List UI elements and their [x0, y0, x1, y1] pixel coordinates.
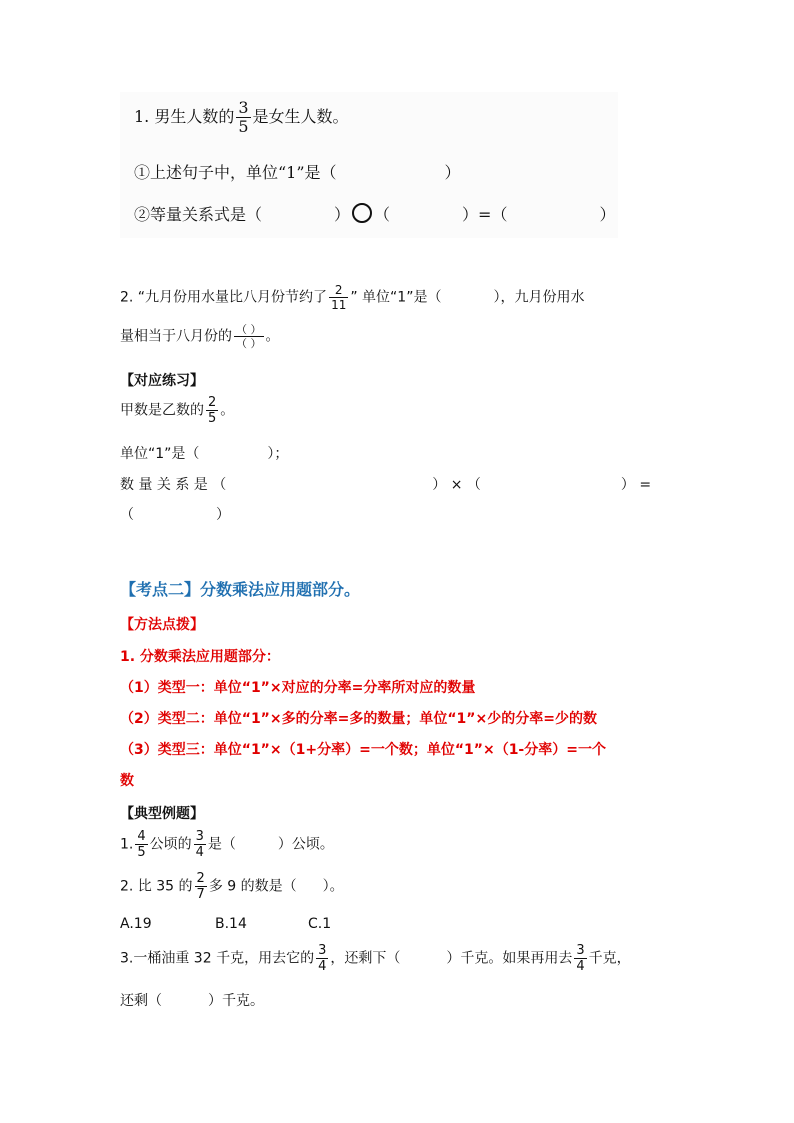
method-type1: （1）类型一：单位“1”×对应的分率=分率所对应的数量	[120, 680, 476, 696]
practice-unit: 单位“1”是（ ）；	[120, 446, 289, 462]
practice-relation: 数 量 关 系 是 （ ） × （ ） =	[120, 477, 652, 493]
method-type3: （3）类型三：单位“1”×（1+分率）=一个数；单位“1”×（1-分率）=一个	[120, 742, 606, 758]
example-2-option-a: A.19	[120, 916, 152, 932]
example-2: 2. 比 35 的 $\frac{2}{7}$ 多 9 的数是（ ）。	[120, 871, 344, 902]
q2-line1: 2. “九月份用水量比八月份节约了 $\frac{2}{11}$ ” 单位“1”是（ ），九月份用水	[120, 283, 585, 312]
fraction: $\frac{4}{5}$	[137, 829, 146, 860]
fraction: $\frac{2}{5}$	[208, 395, 217, 426]
scanned-question-image	[120, 92, 618, 238]
examples-heading: 【典型例题】	[120, 806, 204, 822]
example-2-option-c: C.1	[308, 916, 332, 932]
example-3-line2: 还剩（ ）千克。	[120, 993, 264, 1009]
section2-heading: 【考点二】分数乘法应用题部分。	[120, 580, 361, 599]
practice-heading: 【对应练习】	[120, 373, 204, 389]
method-type3-cont: 数	[120, 773, 134, 789]
method-type2: （2）类型二：单位“1”×多的分率=多的数量；单位“1”×少的分率=少的数	[120, 711, 597, 727]
q1-sub2: ②等量关系式是（ ） （ ）=（ ）	[134, 205, 616, 224]
circle-operator-icon	[352, 203, 372, 223]
fraction: $\frac{3}{4}$	[576, 943, 585, 974]
example-3-line1: 3.一桶油重 32 千克，用去它的 $\frac{3}{4}$ ，还剩下（ ）千克。如果再用去 $\frac{3}{4}$ 千克，	[120, 943, 631, 974]
fraction: $\frac{3}{4}$	[195, 829, 204, 860]
fraction: $\frac{2}{11}$	[331, 283, 347, 312]
fraction: $\frac{3}{4}$	[318, 943, 327, 974]
example-1: 1. $\frac{4}{5}$ 公顷的 $\frac{3}{4}$ 是（ ）公顷。	[120, 829, 334, 860]
example-2-option-b: B.14	[215, 916, 247, 932]
practice-line1: 甲数是乙数的 $\frac{2}{5}$ 。	[120, 395, 235, 426]
q2-line2: 量相当于八月份的 $\frac{( )}{( )}$ 。	[120, 323, 280, 350]
fraction: $\frac{2}{7}$	[196, 871, 205, 902]
fraction: $\frac{3}{5}$	[238, 98, 249, 136]
q1-sub1: ①上述句子中，单位“1”是（ ）	[134, 163, 461, 182]
method-heading: 【方法点拨】	[120, 617, 204, 633]
method-point1: 1. 分数乘法应用题部分：	[120, 649, 280, 665]
practice-relation-cont: （ ）	[120, 507, 230, 523]
q1-line: 1. 男生人数的 $\frac{3}{5}$ 是女生人数。	[134, 98, 349, 136]
fraction: $\frac{( )}{( )}$	[236, 323, 262, 350]
